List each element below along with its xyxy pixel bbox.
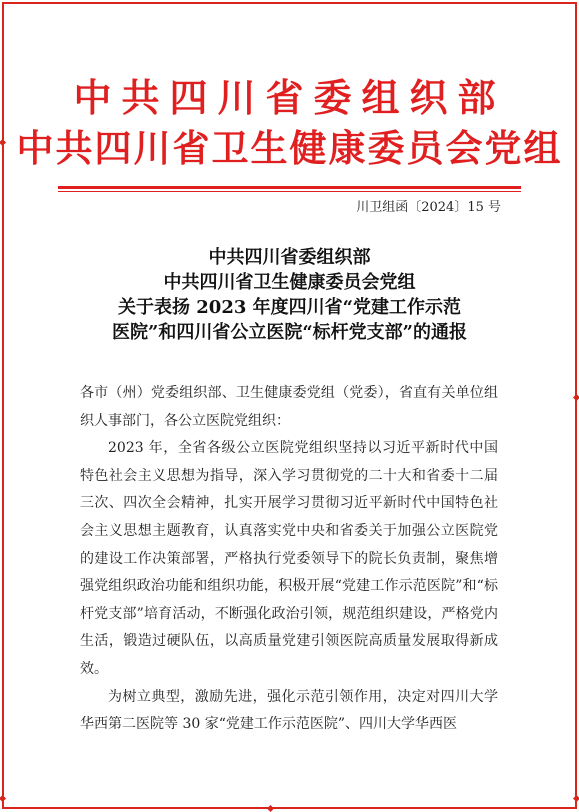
title-line-4: 医院”和四川省公立医院“标杆党支部”的通报 — [111, 322, 468, 343]
document-body — [80, 380, 498, 739]
document-title — [0, 245, 579, 345]
issuer-header-line-1: 中共四川省委组织部 — [73, 75, 506, 120]
border-mark-bottom-left — [0, 795, 6, 802]
red-divider-thick — [58, 186, 521, 189]
body-paragraph-2: 为树立典型，激励先进，强化示范引领作用，决定对四川大学华西第二医院等 30 家“党建工作示范医院”、四川大学华西医 — [80, 688, 498, 733]
title-line-1: 中共四川省委组织部 — [208, 247, 371, 268]
red-divider-thin — [58, 191, 521, 192]
addressee-paragraph: 各市（州）党委组织部、卫生健康委党组（党委），省直有关单位组织人事部门，各公立医院党组织： — [80, 385, 498, 429]
border-mark-right — [573, 394, 579, 401]
issuer-header-line-2: 中共四川省卫生健康委员会党组 — [16, 126, 563, 170]
title-line-3: 关于表扬 2023 年度四川省“党建工作示范 — [118, 297, 461, 318]
document-number: 川卫组函〔2024〕15 号 — [356, 200, 501, 215]
border-mark-bottom-right — [573, 795, 579, 802]
title-line-2: 中共四川省卫生健康委员会党组 — [163, 272, 416, 293]
body-paragraph-1: 2023 年，全省各级公立医院党组织坚持以习近平新时代中国特色社会主义思想为指导，深入学习贯彻党的二十大和省委十二届三次、四次全会精神，扎实开展学习贯彻习近平新时代中国特色社会主义思想主题教育，认真落实党中央和省委关于加强公立医院党的建设工作决策部署，严格执行党委领导下的院长负责制，聚焦增强党组织政治功能和组织功能，积极开展“党建工作示范医院”和“标杆党支部”培育活动，不断强化政治引领，规范组织建设，严格党内生活，锻造过硬队伍，以高质量党建引领医院高质量发展取得新成效。 — [80, 440, 498, 677]
